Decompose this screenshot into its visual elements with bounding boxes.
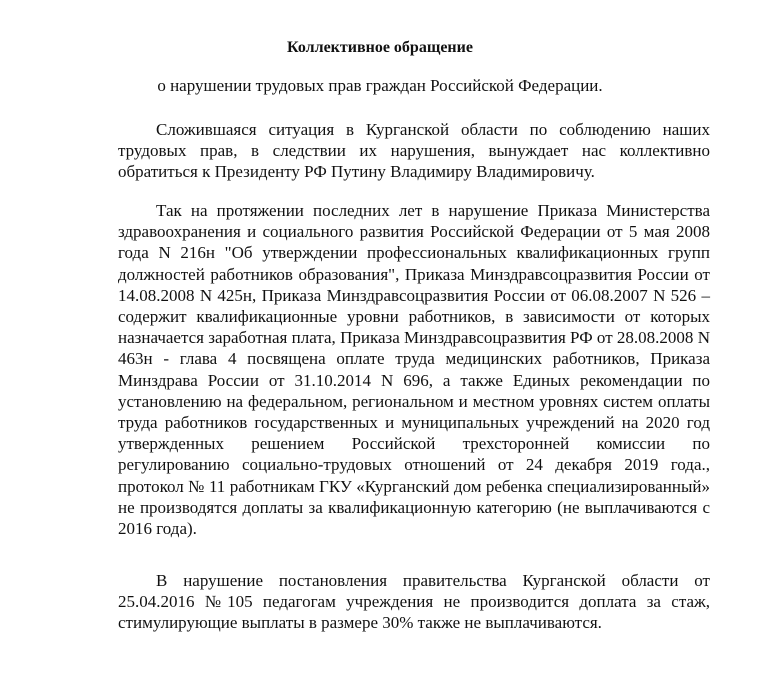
- paragraph-intro: Сложившаяся ситуация в Курганской области по соблюдению наших трудовых прав, в следствии их нарушения, вынуждает нас коллективно обратиться к Президенту РФ Путину Владимиру Владимировичу.: [118, 120, 710, 182]
- paragraph-violations-orders: Так на протяжении последних лет в нарушение Приказа Министерства здравоохранения и социального развития Российской Федерации от 5 мая 2008 года N 216н "Об утверждении профессиональных квалификационных групп должностей работников образования", Приказа Минздравсоцразвития России от 14.08.2008 N 425н, Приказа Минздравсоцразвития России от 06.08.2007 N 526 – содержит квалификационные уровни работников, в зависимости от которых назначается заработная плата, Приказа Минздравсоцразвития РФ от 28.08.2008 N 463н - глава 4 посвящена оплате труда медицинских работников, Приказа Минздрава России от 31.10.2014 N 696, а также Единых рекомендации по установлению на федеральном, региональном и местном уровнях систем оплаты труда работников государственных и муниципальных учреждений на 2020 год утвержденных решением Российской трехсторонней комиссии по регулированию социально-трудовых отношений от 24 декабря 2019 года., протокол № 11 работникам ГКУ «Курганский дом ребенка специализированный» не производятся доплаты за квалификационную категорию (не выплачиваются с 2016 года).: [118, 201, 710, 539]
- document-title: Коллективное обращение: [287, 39, 473, 56]
- document-subtitle: о нарушении трудовых прав граждан Российской Федерации.: [157, 76, 603, 95]
- paragraph-violations-regional: В нарушение постановления правительства Курганской области от 25.04.2016 №105 педагогам учреждения не производится доплата за стаж, стимулирующие выплаты в размере 30% также не выплачиваются.: [118, 571, 710, 633]
